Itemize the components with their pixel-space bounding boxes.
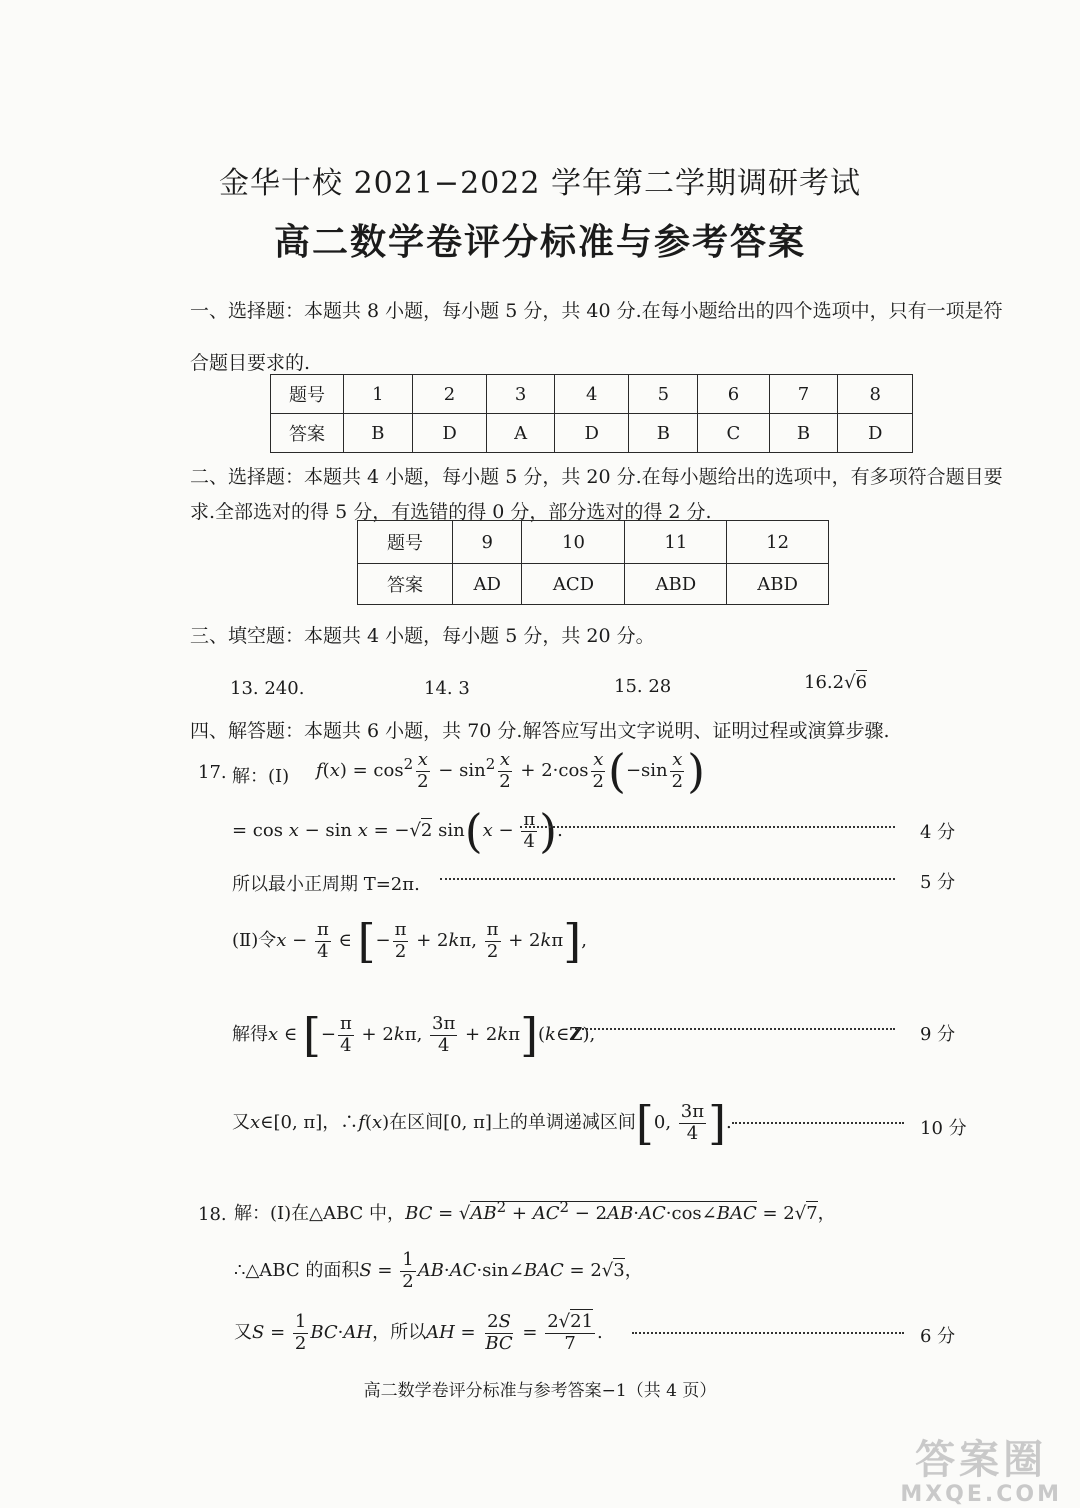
answer-16-coef: 2 <box>832 672 845 693</box>
table-row <box>271 414 913 453</box>
q17-label: 17. <box>198 762 227 783</box>
table-cell: 8 <box>838 375 913 414</box>
answer-table-2 <box>357 520 829 605</box>
dotted-leader <box>732 1122 904 1124</box>
q18-formula-2: ∴△ABC 的面积S = $\frac{1}{2}$ AB·AC·sin∠BAC = 2√3， <box>234 1249 643 1292</box>
q18-so-label: ，所以 <box>372 1322 427 1344</box>
section2-instructions-cont: 求.全部选对的得 5 分，有选错的得 0 分，部分选对的得 2 分. <box>190 501 712 523</box>
watermark-text: 答案圈 <box>915 1437 1048 1483</box>
table-header-cell: 题号 <box>271 375 344 414</box>
q17-score-3: 9 分 <box>920 1024 956 1045</box>
table-cell: D <box>554 414 629 453</box>
q17-period: 所以最小正周期 T=2π. <box>232 874 420 895</box>
table-cell: B <box>344 414 413 453</box>
table-cell: 11 <box>625 521 727 564</box>
table-cell: ABD <box>625 564 727 605</box>
answer-13: 13. 240. <box>230 678 305 699</box>
table-cell: 5 <box>629 375 698 414</box>
q17-part1-label: 解：(Ⅰ) <box>232 766 290 787</box>
table-header-cell: 答案 <box>271 414 344 453</box>
section4-instructions: 四、解答题：本题共 6 小题，共 70 分.解答应写出文字说明、证明过程或演算步骤. <box>190 720 890 742</box>
table-row <box>358 521 829 564</box>
q18-label: 18. <box>198 1204 227 1225</box>
table-header-cell: 题号 <box>358 521 453 564</box>
table-cell: A <box>487 414 555 453</box>
answer-16: 16.2√6 <box>804 672 868 693</box>
watermark-logo <box>900 1438 1062 1508</box>
answer-16-radicand: 6 <box>855 672 868 693</box>
q18-score-1: 6 分 <box>920 1326 956 1347</box>
q17-score-1: 4 分 <box>920 822 956 843</box>
watermark-url: MXQE.COM <box>900 1482 1062 1507</box>
table-cell: ABD <box>727 564 829 605</box>
q17-also-label: 又 <box>232 1112 250 1133</box>
page-footer: 高二数学卷评分标准与参考答案−1（共 4 页） <box>363 1381 717 1401</box>
table-header-cell: 答案 <box>358 564 453 605</box>
table-cell: 2 <box>412 375 487 414</box>
q18-area-label: ∴△ABC 的面积 <box>234 1260 360 1282</box>
section1-instructions-cont: 合题目要求的. <box>190 352 311 374</box>
table-cell: 6 <box>698 375 769 414</box>
table-cell: 12 <box>727 521 829 564</box>
q17-also-text: 上的单调递减区间 <box>491 1112 636 1133</box>
q17-score-2: 5 分 <box>920 872 956 893</box>
q18-formula-1: 解：(Ⅰ)在△ABC 中，BC = $√AB^2 + AC^2$ − 2AB·AC·cos∠BAC = 2√7， <box>234 1198 836 1224</box>
table-cell: 7 <box>769 375 838 414</box>
document-title: 高二数学卷评分标准与参考答案 <box>273 221 806 263</box>
section1-instructions: 一、选择题：本题共 8 小题，每小题 5 分，共 40 分.在每小题给出的四个选项中，只有一项是符 <box>190 300 1003 322</box>
exam-title: 金华十校 2021−2022 学年第二学期调研考试 <box>219 166 861 201</box>
q17-formula-4: 解得x ∈ [− $\frac{\pi}{4}$ + 2kπ, $\frac{3\pi}{4}$ + 2kπ](k∈Z), <box>232 1008 596 1062</box>
table-cell: D <box>838 414 913 453</box>
table-cell: 9 <box>453 521 522 564</box>
q17-solve-label: 解得 <box>232 1024 268 1045</box>
section3-instructions: 三、填空题：本题共 4 小题，每小题 5 分，共 20 分。 <box>190 625 655 647</box>
answer-14: 14. 3 <box>424 678 470 699</box>
answer-15: 15. 28 <box>614 676 672 697</box>
q17-formula-1: $f(x) = \cos^2$ $\frac{x}{2}$ − $\sin^2$ $\frac{x}{2}$ + 2·cos $\frac{x}{2}$ (−sin $\frac{x}{2}$ ) <box>316 744 706 798</box>
dotted-leader <box>575 1028 895 1030</box>
table-cell: D <box>412 414 487 453</box>
table-cell: C <box>698 414 769 453</box>
dotted-leader <box>632 1332 904 1334</box>
q18-formula-3: 又S = $\frac{1}{2}$ BC·AH，所以AH = $\frac{2S}{BC}$ = $\frac{2√21}{7}$ . <box>234 1311 603 1354</box>
q18-part1-label: 解：(Ⅰ)在△ABC 中， <box>234 1203 406 1224</box>
table-row <box>271 375 913 414</box>
q17-part2-label: (Ⅱ)令 <box>232 930 277 951</box>
q17-formula-5: 又x∈[0, π]，∴f(x)在区间[0, π]上的单调递减区间[0, $\frac{3\pi}{4}$ ]. <box>232 1096 732 1150</box>
dotted-leader <box>440 878 895 880</box>
q17-formula-3: (Ⅱ)令x − $\frac{\pi}{4}$ ∈ [− $\frac{\pi}{2}$ + 2kπ, $\frac{\pi}{2}$ + 2kπ], <box>232 914 587 968</box>
q17-formula-2: = cos x − sin x = −√2 sin(x − $\frac{\pi}{4}$ ). <box>232 804 563 858</box>
table-cell: 1 <box>344 375 413 414</box>
table-cell: B <box>629 414 698 453</box>
table-cell: AD <box>453 564 522 605</box>
answer-table-1 <box>270 374 913 453</box>
table-cell: 4 <box>554 375 629 414</box>
table-cell: 10 <box>522 521 625 564</box>
q17-score-4: 10 分 <box>920 1118 967 1139</box>
table-row <box>358 564 829 605</box>
table-cell: 3 <box>487 375 555 414</box>
dotted-leader <box>520 826 895 828</box>
q18-also-label: 又 <box>234 1322 252 1344</box>
table-cell: ACD <box>522 564 625 605</box>
answer-16-label: 16. <box>804 672 833 693</box>
table-cell: B <box>769 414 838 453</box>
section2-instructions: 二、选择题：本题共 4 小题，每小题 5 分，共 20 分.在每小题给出的选项中，有多项符合题目要 <box>190 466 1003 488</box>
